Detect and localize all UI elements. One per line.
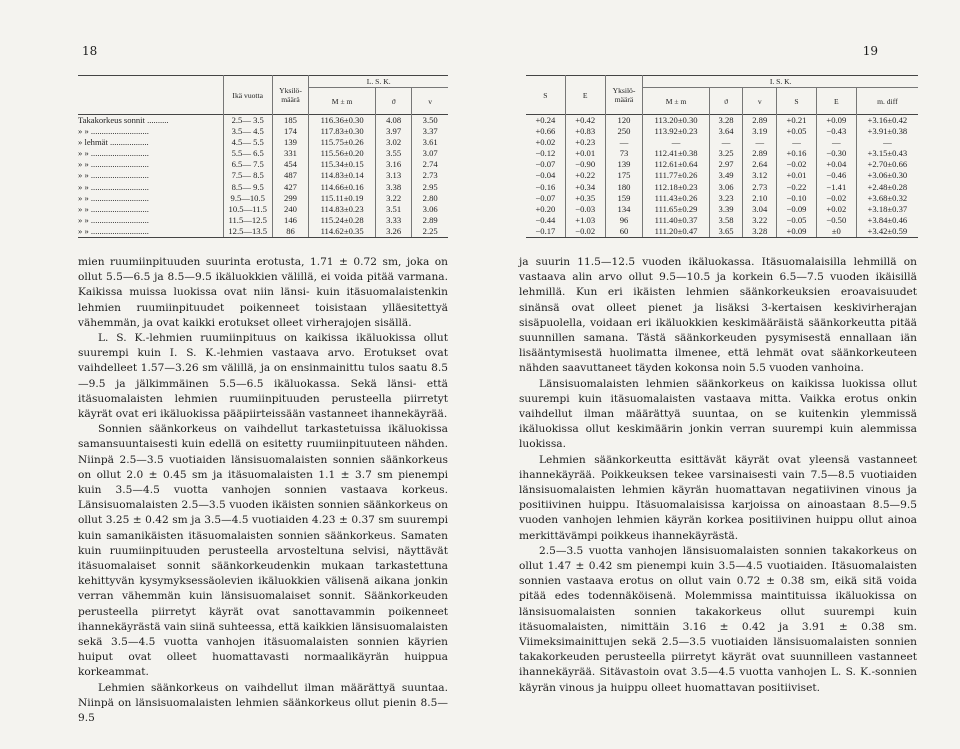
table-cell: 3.22 — [743, 215, 777, 226]
page-number: 18 — [82, 44, 98, 58]
table-cell: 115.24±0.28 — [309, 215, 376, 226]
col-header-diff: m. diff — [856, 88, 918, 115]
table-cell: 113.92±0.23 — [643, 126, 709, 137]
table-cell: 3.19 — [743, 126, 777, 137]
table-row — [78, 159, 448, 170]
table-cell: 114.62±0.35 — [309, 226, 376, 238]
table-cell: −0.16 — [535, 181, 556, 192]
table-cell: +0.04 — [816, 159, 856, 170]
table-cell: +0.42 — [565, 115, 605, 127]
table-cell: » » ........................... — [78, 159, 149, 170]
col-header-group: I. S. K. — [643, 76, 918, 88]
table-cell: » » ........................... — [78, 148, 149, 159]
table-cell: 6.5— 7.5 — [223, 159, 272, 170]
table-cell: 2.89 — [412, 215, 448, 226]
table-cell: 299 — [272, 193, 309, 204]
table-cell: 3.51 — [375, 204, 412, 215]
table-cell: 111.20±0.47 — [643, 226, 709, 238]
table-cell: −0.10 — [777, 193, 817, 204]
col-header-sigma: ϑ — [375, 88, 412, 115]
table-cell: −0.09 — [777, 204, 817, 215]
table-cell: 3.02 — [375, 137, 412, 148]
table-cell: — — [743, 137, 777, 148]
table-cell: −0.30 — [816, 148, 856, 159]
table-cell: +0.05 — [777, 126, 817, 137]
table-cell: 4.08 — [375, 115, 412, 127]
table-row — [526, 137, 918, 148]
table-cell: 3.28 — [709, 115, 743, 127]
table-cell: 2.64 — [743, 159, 777, 170]
table-cell: 3.16 — [375, 159, 412, 170]
col-header-sigma: ϑ — [709, 88, 743, 115]
table-cell: +0.01 — [777, 170, 817, 181]
table-cell: +3.15±0.43 — [856, 148, 918, 159]
table-cell: 2.89 — [743, 148, 777, 159]
table-cell: » » ........................... — [78, 170, 149, 181]
table-cell: 3.61 — [412, 137, 448, 148]
table-cell: 3.64 — [709, 126, 743, 137]
table-cell: 2.10 — [743, 193, 777, 204]
table-cell: ±0 — [816, 226, 856, 238]
table-cell: 115.11±0.19 — [309, 193, 376, 204]
table-cell: » » ........................... — [78, 226, 223, 238]
table-cell: +0.09 — [777, 226, 817, 238]
table-row — [526, 148, 918, 159]
table-row — [526, 215, 918, 226]
measurement-table-isk — [526, 75, 918, 238]
table-cell: 2.25 — [412, 226, 448, 238]
paragraph: Sonnien säänkorkeus on vaihdellut tarkastetuissa ikäluokissa samansuuntaisesti kuin edellä on esitetty ruumiinpituuteen nähden. Niinpä 2.5—3.5 vuotiaiden länsisuomalaisten sonnien säänkorkeus on ollut 2.0 ± 0.45 sm ja itäsuomalaisten 1.1 ± 3.7 sm pienempi kuin 3.5—4.5 vuotta vanhojen sonnien vastaava korkeus. Länsisuomalaisten 2.5—3.5 vuoden ikäisten sonnien säänkorkeus on ollut 3.25 ± 0.42 sm ja 3.5—4.5 vuotiaiden 4.23 ± 0.37 sm suurempi kuin samanikäisten itäsuomalaisten sonnien säänkorkeus. Samaten kuin ruumiinpituuden perusteella arvosteltuna selvisi, näyttävät itäsuomalaiset sonnit säänkorkeudenkin mukaan tarkastettuna kehittyvän kysymyksessäolevien ikäluokkien välisenä aikana jonkin verran vähemmän kuin länsisuomalaiset sonnit. Säänkorkeuden perusteella piirretyt käyrät ovat sanottavammin poikenneet ihannekäyrästä vain siinä suhteessa, että kaikkien länsisuomalaisten sekä 3.5—4.5 vuotta vanhojen itäsuomalaisten sonnien käyrien huiput ovat olleet huomattavasti normaalikäyrän huippua korkeammat. — [78, 423, 448, 679]
table-cell: +2.70±0.66 — [856, 159, 918, 170]
col-header-mean: M ± m — [643, 88, 709, 115]
table-cell: 12.5—13.5 — [223, 226, 272, 238]
col-header-mean: M ± m — [309, 88, 376, 115]
table-cell: 2.73 — [743, 182, 777, 193]
table-row — [78, 170, 448, 181]
table-cell: +3.16±0.42 — [856, 115, 918, 127]
table-cell: +2.48±0.28 — [856, 182, 918, 193]
table-cell: 3.37 — [412, 126, 448, 137]
table-cell: 3.13 — [375, 170, 412, 181]
table-row — [526, 126, 918, 137]
table-row — [78, 226, 448, 238]
table-cell: +0.02 — [535, 137, 556, 148]
table-cell: 96 — [605, 215, 643, 226]
table-row — [526, 182, 918, 193]
table-cell: −0.02 — [777, 159, 817, 170]
table-cell: 3.55 — [375, 148, 412, 159]
table-cell: +1.03 — [565, 215, 605, 226]
table-cell: 86 — [272, 226, 309, 238]
table-cell: +0.20 — [535, 203, 556, 214]
table-body — [526, 115, 918, 238]
table-cell: 11.5—12.5 — [223, 215, 272, 226]
table-row — [526, 226, 918, 238]
table-cell: » lehmät .................. — [78, 137, 149, 148]
table-cell: +0.09 — [816, 115, 856, 127]
table-cell: » » ........................... — [78, 203, 149, 214]
table-cell: −0.05 — [777, 215, 817, 226]
table-cell: 112.61±0.64 — [643, 159, 709, 170]
table-cell: +0.35 — [565, 193, 605, 204]
table-cell: −0.43 — [816, 126, 856, 137]
table-row — [526, 115, 918, 127]
table-row — [526, 204, 918, 215]
table-cell: −0.12 — [535, 148, 556, 159]
table-cell: +0.34 — [565, 182, 605, 193]
table-cell: Takakorkeus sonnit .......... — [78, 115, 169, 125]
table-row — [78, 193, 448, 204]
table-row — [78, 126, 448, 137]
table-cell: » » ........................... — [78, 126, 149, 137]
table-cell: 60 — [605, 226, 643, 238]
table-cell: 250 — [605, 126, 643, 137]
page-number: 19 — [862, 44, 878, 58]
table-row — [78, 182, 448, 193]
table-cell: +3.18±0.37 — [856, 204, 918, 215]
table-cell: 3.28 — [743, 226, 777, 238]
body-text — [519, 255, 917, 696]
paragraph: L. S. K.-lehmien ruumiinpituus on kaikissa ikäluokissa ollut suurempi kuin I. S. K.-lehmien vastaava arvo. Erotukset ovat vaihdelleet 1.57—3.26 sm välillä, ja on ensinmainittu tulos saatu 8.5—9.5 ja jälkimmäinen 5.5—6.5 ikäluokassa. Sekä länsi- että itäsuomalaisten lehmien ruumiinpituuden perusteella piirretyt käyrät ovat eri ikäluokissa pääpiirteissään vastanneet ihannekäyrää. — [78, 332, 448, 421]
table-body — [78, 115, 448, 238]
table-cell: +0.16 — [777, 148, 817, 159]
right-page — [480, 0, 960, 749]
body-text — [78, 255, 448, 726]
table-cell: 3.25 — [709, 148, 743, 159]
table-cell: 2.95 — [412, 182, 448, 193]
table-cell: 115.56±0.20 — [309, 148, 376, 159]
table-cell: 3.22 — [375, 193, 412, 204]
paragraph: Lehmien säänkorkeutta esittävät käyrät ovat yleensä vastanneet ihannekäyrää. Poikkeuksen tekee varsinaisesti vain 7.5—8.5 vuotiaiden länsisuomalaisten lehmien käyrän huomattavan negatiivinen vinous ja positiivinen huippu. Itäsuomalaisissa karjoissa on ainoastaan 8.5—9.5 vuoden vanhojen lehmien käyrän korkea positiivinen huippu ollut ainoa merkittävämpi poikkeus ihannekäyrästä. — [519, 453, 917, 542]
table-cell: 3.26 — [375, 226, 412, 238]
col-header-count: Yksilö-määrä — [272, 76, 309, 115]
table-cell: 115.75±0.26 — [309, 137, 376, 148]
table-cell: 2.80 — [412, 193, 448, 204]
table-cell: 113.20±0.30 — [643, 115, 709, 127]
table-cell: 240 — [272, 204, 309, 215]
table-cell: 139 — [605, 159, 643, 170]
col-header-e2: E — [816, 88, 856, 115]
table-cell: 139 — [272, 137, 309, 148]
table-cell: 114.83±0.23 — [309, 204, 376, 215]
table-cell: 487 — [272, 170, 309, 181]
table-cell: +3.91±0.38 — [856, 126, 918, 137]
table-cell: 7.5— 8.5 — [223, 170, 272, 181]
table-cell: 134 — [605, 204, 643, 215]
col-header-s: S — [543, 90, 548, 100]
table-cell: 3.50 — [412, 115, 448, 127]
table-cell: −0.02 — [565, 226, 605, 238]
table-cell: +0.01 — [565, 148, 605, 159]
table-cell: +0.21 — [777, 115, 817, 127]
table-cell: −0.17 — [526, 226, 565, 238]
table-cell: +0.83 — [565, 126, 605, 137]
table-cell: 111.77±0.26 — [643, 170, 709, 181]
col-header-v: v — [743, 88, 777, 115]
table-cell: 10.5—11.5 — [223, 204, 272, 215]
table-cell: 3.5— 4.5 — [223, 126, 272, 137]
table-cell: 3.33 — [375, 215, 412, 226]
table-cell: 112.41±0.38 — [643, 148, 709, 159]
col-header-group: L. S. K. — [309, 76, 448, 88]
table-cell: 3.06 — [412, 204, 448, 215]
table-cell: 3.06 — [709, 182, 743, 193]
paragraph: 2.5—3.5 vuotta vanhojen länsisuomalaisten sonnien takakorkeus on ollut 1.47 ± 0.42 sm pienempi kuin 3.5—4.5 vuotiaiden. Itäsuomalaisten sonnien vastaava erotus on ollut vain 0.72 ± 0.38 sm, eikä sitä voida pitää edes todennäköisenä. Molemmissa maintituissa ikäluokissa on länsisuomalaisten sonnien takakorkeus ollut suurempi kuin itäsuomalaisten, nimittäin 3.16 ± 0.42 ja 3.91 ± 0.38 sm. Viimeksimainittujen sekä 2.5—3.5 vuotiaiden länsisuomalaisten sonnien takakorkeuden perusteella piirretyt käyrät ovat suunnilleen vastanneet ihannekäyrää. Sitävastoin ovat 3.5—4.5 vuotta vanhojen L. S. K.-sonnien käyrän vinous ja huippu olleet huomattavan positiiviset. — [519, 544, 917, 694]
table-cell: 3.23 — [709, 193, 743, 204]
table-row — [78, 215, 448, 226]
table-cell: — — [605, 137, 643, 148]
table-cell: 3.38 — [375, 182, 412, 193]
table-cell: 3.04 — [743, 204, 777, 215]
table-cell: — — [709, 137, 743, 148]
table-cell: » » ........................... — [78, 192, 149, 203]
table-cell: +3.68±0.32 — [856, 193, 918, 204]
table-cell: −0.44 — [535, 214, 556, 225]
table-cell: 427 — [272, 182, 309, 193]
table-cell: 5.5— 6.5 — [223, 148, 272, 159]
table-cell: » » ........................... — [78, 181, 149, 192]
table-cell: 2.89 — [743, 115, 777, 127]
paragraph: Länsisuomalaisten lehmien säänkorkeus on kaikissa luokissa ollut suurempi kuin itäsuomalaisten vastaava mitta. Vaikka erotus onkin vaihdellut ilman määrättyä suuntaa, on se kuitenkin ylemmissä ikäluokissa ollut keskimäärin jonkin verran suurempi kuin alemmissa luokissa. — [519, 377, 917, 451]
table-cell: −0.07 — [535, 159, 556, 170]
table-row — [526, 170, 918, 181]
table-cell: +0.22 — [565, 170, 605, 181]
table-cell: 159 — [605, 193, 643, 204]
table-cell: −0.46 — [816, 170, 856, 181]
table-row — [78, 204, 448, 215]
table-cell: 3.65 — [709, 226, 743, 238]
table-cell: 331 — [272, 148, 309, 159]
table-cell: 2.5— 3.5 — [223, 115, 272, 127]
table-row — [78, 115, 448, 127]
table-cell: 111.43±0.26 — [643, 193, 709, 204]
col-header-age: Ikä vuotta — [223, 76, 272, 115]
table-cell: 112.18±0.23 — [643, 182, 709, 193]
table-cell: — — [777, 137, 817, 148]
table-cell: 3.12 — [743, 170, 777, 181]
table-row — [78, 148, 448, 159]
table-cell: 116.36±0.30 — [309, 115, 376, 127]
table-cell: 114.83±0.14 — [309, 170, 376, 181]
table-cell: 8.5— 9.5 — [223, 182, 272, 193]
table-cell: +0.23 — [565, 137, 605, 148]
table-row — [78, 137, 448, 148]
table-cell: 111.40±0.37 — [643, 215, 709, 226]
table-cell: +3.06±0.30 — [856, 170, 918, 181]
table-cell: 117.83±0.30 — [309, 126, 376, 137]
table-cell: +0.24 — [535, 115, 556, 125]
table-cell: +0.02 — [816, 204, 856, 215]
table-cell: 175 — [605, 170, 643, 181]
table-cell: » » ........................... — [78, 214, 149, 225]
table-cell: −1.41 — [816, 182, 856, 193]
table-cell: 111.65±0.29 — [643, 204, 709, 215]
table-row — [526, 193, 918, 204]
table-cell: 2.97 — [709, 159, 743, 170]
col-header-s2: S — [777, 88, 817, 115]
table-cell: +0.66 — [535, 126, 556, 137]
col-header-e: E — [565, 76, 605, 115]
table-cell: 146 — [272, 215, 309, 226]
paragraph: mien ruumiinpituuden suurinta erotusta, 1.71 ± 0.72 sm, joka on ollut 5.5—6.5 ja 8.5—9.5 ikäluokkien välillä, ei voida pitää varmana. Kaikissa muissa luokissa ovat niin länsi- kuin itäsuomalaistenkin lehmien ruumiinpituudet poikenneet toisistaan ylläesitettyä vähemmän, ja ovat kaikki erotukset olleet virherajojen sisällä. — [78, 256, 448, 329]
table-cell: 3.49 — [709, 170, 743, 181]
table-cell: 3.58 — [709, 215, 743, 226]
paragraph: ja suurin 11.5—12.5 vuoden ikäluokassa. Itäsuomalaisilla lehmillä on vastaava alin arvo ollut 9.5—10.5 ja korkein 6.5—7.5 vuoden ikäisillä lehmillä. Kun eri ikäisten lehmien säänkorkeuksien eroavaisuudet sinänsä ovat olleet pienet ja lisäksi 3-kertaisen keskivirherajan sisäpuolella, voidaan eri ikäluokkien keskimääräistä säänkorkeutta pitää suunnillen samana. Tästä säänkorkeuden pysymisestä ennallaan iän lisääntymisestä huolimatta ilmenee, että lehmät ovat säänkorkeuteen nähden saavuttaneet täyden kokonsa noin 5.5 vuoden vanhoina. — [519, 256, 917, 375]
table-row — [526, 159, 918, 170]
table-cell: −0.04 — [535, 170, 556, 181]
paragraph: Lehmien säänkorkeus on vaihdellut ilman määrättyä suuntaa. Niinpä on länsisuomalaisten lehmien säänkorkeus ollut pienin 8.5—9.5 — [78, 681, 448, 725]
table-cell: −0.03 — [565, 204, 605, 215]
table-cell: 180 — [605, 182, 643, 193]
table-cell: 73 — [605, 148, 643, 159]
table-cell: 454 — [272, 159, 309, 170]
table-cell: — — [856, 137, 918, 148]
measurement-table-lsk — [78, 75, 448, 238]
col-header-trait — [78, 76, 223, 115]
table-cell: −0.50 — [816, 215, 856, 226]
table-cell: — — [816, 137, 856, 148]
table-cell: 3.07 — [412, 148, 448, 159]
table-cell: 185 — [272, 115, 309, 127]
table-cell: +3.42±0.59 — [856, 226, 918, 238]
col-header-count: Yksilö-määrä — [605, 76, 643, 115]
table-cell: 3.39 — [709, 204, 743, 215]
table-cell: 3.97 — [375, 126, 412, 137]
table-cell: −0.07 — [535, 192, 556, 203]
table-cell: 174 — [272, 126, 309, 137]
table-cell: −0.02 — [816, 193, 856, 204]
table-cell: 9.5—10.5 — [223, 193, 272, 204]
table-cell: 2.74 — [412, 159, 448, 170]
table-cell: 114.66±0.16 — [309, 182, 376, 193]
table-cell: 115.34±0.15 — [309, 159, 376, 170]
table-cell: 4.5— 5.5 — [223, 137, 272, 148]
table-cell: — — [643, 137, 709, 148]
table-cell: +3.84±0.46 — [856, 215, 918, 226]
table-cell: −0.90 — [565, 159, 605, 170]
table-cell: 120 — [605, 115, 643, 127]
col-header-v: v — [412, 88, 448, 115]
table-cell: −0.22 — [777, 182, 817, 193]
table-cell: 2.73 — [412, 170, 448, 181]
